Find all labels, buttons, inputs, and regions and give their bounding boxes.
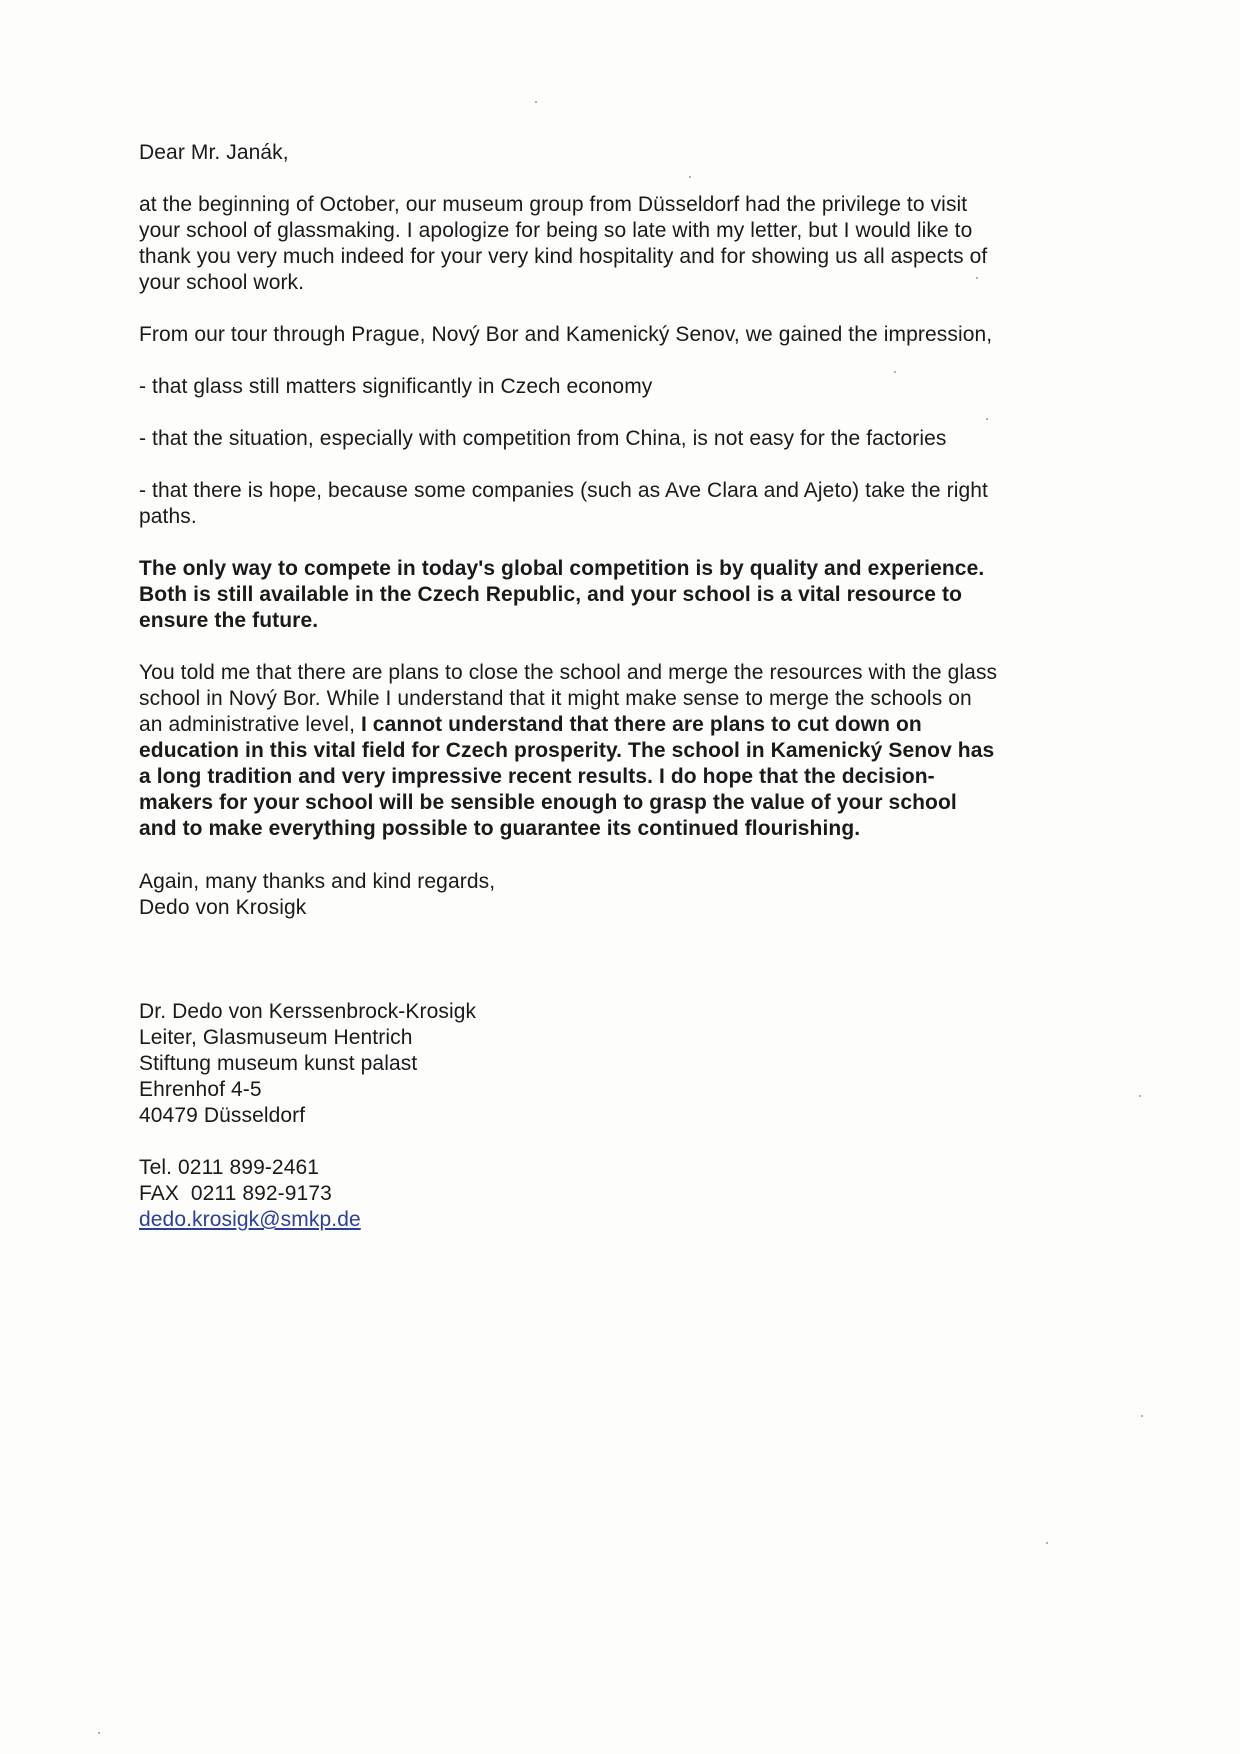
scan-speck [976, 277, 978, 279]
closure-paragraph-bold: I cannot understand that there are plans to cut down on education in this vital field for Czech prosperity. The school in Kamenický Senov has a long tradition and very impressive recent results. I do hope that the decision-makers for your school will be sensible enough to grasp the value of your school and to make everything possible to guarantee its continued flourishing. [139, 713, 995, 840]
closing-line: Again, many thanks and kind regards, [139, 870, 496, 893]
contact-fax: FAX 0211 892-9173 [139, 1182, 332, 1205]
scan-speck [894, 371, 896, 373]
contact-tel: Tel. 0211 899-2461 [139, 1156, 320, 1179]
emphasis-paragraph: The only way to compete in today's global competition is by quality and experience. Both is still available in the Czech Republic, and your school is a vital resource to ensure the future. [139, 557, 985, 632]
impression-paragraph: From our tour through Prague, Nový Bor and Kamenický Senov, we gained the impression, [139, 323, 993, 346]
scan-speck [986, 418, 988, 420]
signature-city: 40479 Düsseldorf [139, 1104, 306, 1127]
scan-speck [1139, 1095, 1141, 1097]
letter-body [139, 140, 999, 1233]
scan-speck [98, 1732, 100, 1734]
scan-speck [689, 176, 691, 178]
contact-block [139, 1155, 999, 1233]
signature-street: Ehrenhof 4-5 [139, 1078, 262, 1101]
signature-name: Dr. Dedo von Kerssenbrock-Krosigk [139, 1000, 477, 1023]
email-link[interactable]: dedo.krosigk@smkp.de [139, 1208, 361, 1231]
point-competition: - that the situation, especially with competition from China, is not easy for the factories [139, 427, 947, 450]
signature-position: Leiter, Glasmuseum Hentrich [139, 1026, 413, 1049]
closure-paragraph [139, 660, 999, 842]
closure-paragraph-regular: You told me that there are plans to close the school and merge the resources with the glass school in Nový Bor. While I understand that it might make sense to merge the schools on an administrative level, [139, 661, 998, 736]
signature-block [139, 999, 999, 1129]
closing-name: Dedo von Krosigk [139, 896, 307, 919]
scan-speck [1141, 1415, 1143, 1417]
point-hope: - that there is hope, because some companies (such as Ave Clara and Ajeto) take the right paths. [139, 479, 988, 528]
signature-organization: Stiftung museum kunst palast [139, 1052, 418, 1075]
salutation: Dear Mr. Janák, [139, 141, 289, 164]
scan-speck [1046, 1542, 1048, 1544]
point-glass-matters: - that glass still matters significantly in Czech economy [139, 375, 653, 398]
scan-speck [535, 101, 537, 103]
intro-paragraph: at the beginning of October, our museum group from Düsseldorf had the privilege to visit your school of glassmaking. I apologize for being so late with my letter, but I would like to thank you very much indeed for your very kind hospitality and for showing us all aspects of your school work. [139, 193, 988, 294]
